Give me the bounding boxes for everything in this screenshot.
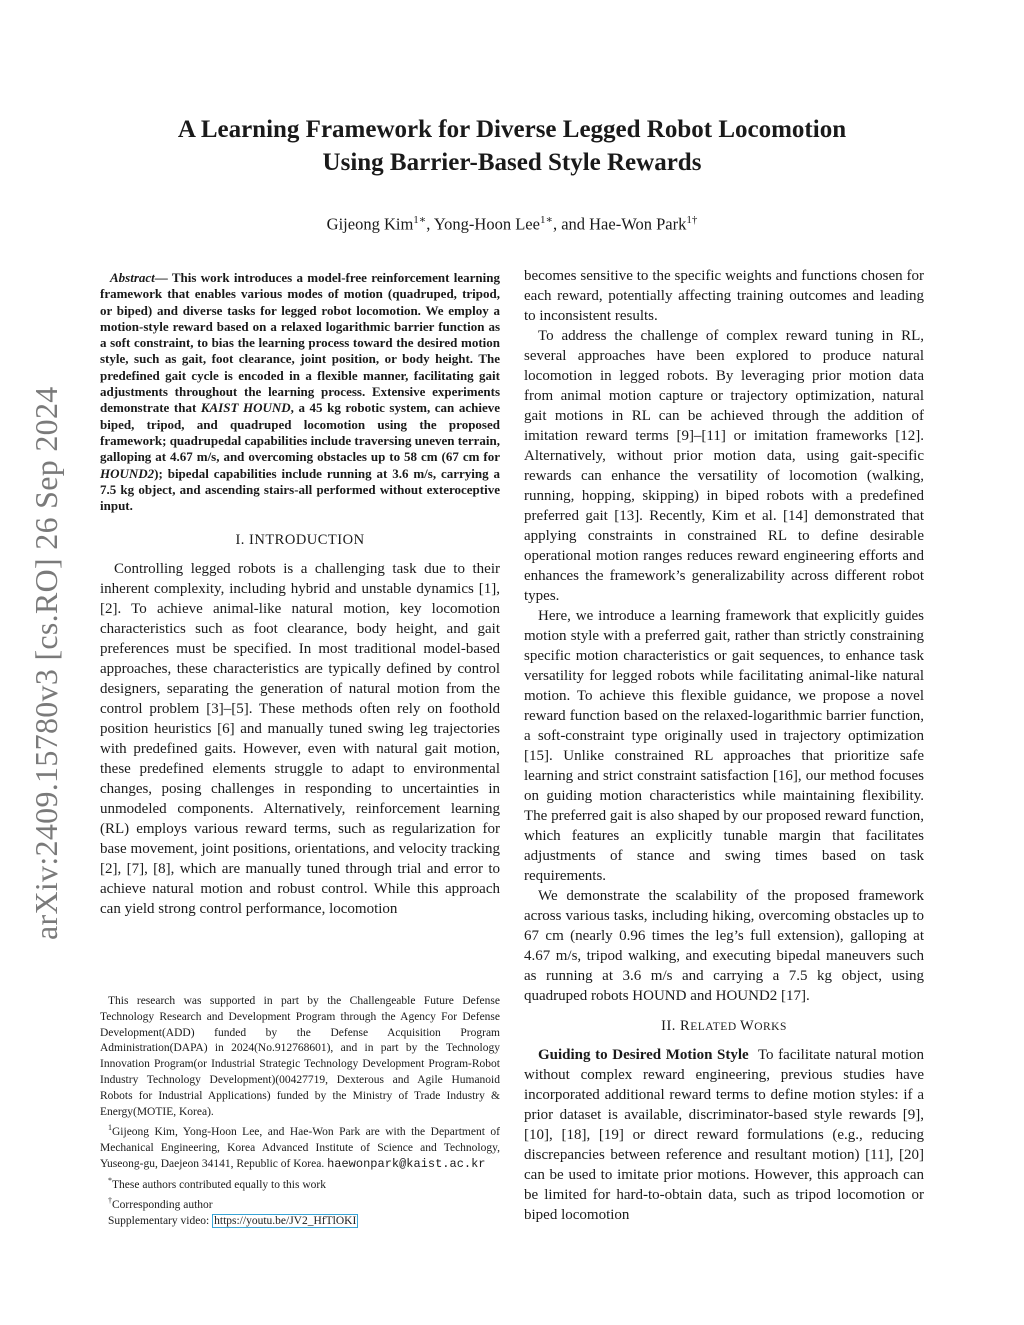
paragraph-text: To facilitate natural motion without complex reward engineering, previous studies have incorporated additional reward terms to define motion styles: if a prior dataset is available, discriminator-based style rewards [9], [10], [18], [19] or direct reward formulations (e.g., reducing discrepancies between reference and resultant motion) [11], [20] can be used to imitate prior motions. However, this approach can be limited for hard-to-obtain data, such as tripod locomotion or biped locomotion <box>524 1047 925 1223</box>
author-name: Yong-Hoon Lee <box>433 214 540 234</box>
corresponding-author-note <box>100 1193 500 1214</box>
author-separator: , and <box>552 214 590 234</box>
section-heading-introduction: I. INTRODUCTION <box>235 532 365 549</box>
body-paragraph: We demonstrate the scalability of the proposed framework across various tasks, including hiking, overcoming obstacles up to 67 cm (nearly 0.96 times the leg’s full extension), galloping at 4.67 m/s, tripod walking, and executing bipedal maneuvers such as running at 3.6 m/s and carrying a 7.5 kg object, using quadruped robots HOUND and HOUND2 [17]. <box>524 888 924 1004</box>
heading-part: ELATED <box>690 1021 741 1033</box>
body-paragraph <box>524 1045 924 1225</box>
paper-title <box>100 113 924 179</box>
abstract-text: ); bipedal capabilities include running at 3.6 m/s, carrying a 7.5 kg object, and ascending stairs-all performed without exteroceptive input. <box>100 465 500 514</box>
abstract-label: Abstract <box>110 270 155 285</box>
affiliation-text: Gijeong Kim, Yong-Hoon Lee, and Hae-Won Park are with the Department of Mechanical Engineering, Korea Advanced Institute of Science and Technology, Yuseong-gu, Daejeon 34141, Republic of Korea. <box>100 1126 500 1170</box>
supplementary-video-note <box>100 1214 500 1230</box>
author-affiliation-mark: 1† <box>686 214 698 226</box>
affiliation-note <box>100 1120 500 1172</box>
abstract <box>100 270 500 514</box>
author-affiliation-mark: 1∗ <box>413 214 427 226</box>
equal-contribution-text: These authors contributed equally to this work <box>112 1178 326 1191</box>
footnote-mark: * <box>108 1175 112 1185</box>
footnote-mark: 1 <box>108 1123 112 1133</box>
author-list <box>100 208 924 237</box>
body-paragraph: Here, we introduce a learning framework that explicitly guides motion style with a preferred gait, rather than strictly constraining specific motion characteristics or gait sequences, to enhance task versatility for legged robots while facilitating animal-like natural motion. To achieve this flexible guidance, we propose a novel reward function based on the relaxed-logarithmic barrier function, a soft-constraint type originally used in trajectory optimization [15]. Unlike constrained RL approaches that prioritize safe learning and strict constraint satisfaction [16], our method focuses on guiding motion characteristics while maintaining flexibility. The preferred gait is also shaped by our proposed reward function, which features an explicitly tunable margin that facilitates adjustments of stance and swing times based on task requirements. <box>524 608 924 884</box>
author-name: Hae-Won Park <box>589 214 687 234</box>
footnotes <box>100 994 500 1230</box>
body-paragraph-continued: becomes sensitive to the specific weights and functions chosen for each reward, potentially affecting training outcomes and leading to inconsistent results. <box>524 268 924 324</box>
corresponding-author-text: Corresponding author <box>112 1199 213 1212</box>
heading-part: II. R <box>661 1018 691 1034</box>
equal-contribution-note <box>100 1173 500 1194</box>
body-paragraph: Controlling legged robots is a challenging task due to their inherent complexity, including hybrid and unstable dynamics [1], [2]. To achieve animal-like natural motion, key locomotion characteristics such as foot clearance, body height, and gait preferences must be specified. In most traditional model-based approaches, these characteristics are typically defined by control designers, separating the generation of natural motion from the control problem [3]–[5]. These methods often rely on foothold position heuristics [6] and manually tuned swing leg trajectories with predefined gaits. However, even with natural gait motion, these predefined elements struggle to adapt to environmental changes, posing challenges in responding to uncertainties in unmodeled components. Alternatively, reinforcement learning (RL) employs various reward terms, such as regularization for base movement, joint positions, orientations, and velocity tracking [2], [7], [8], which are manually tuned through trial and error to achieve natural motion and robust control. While this approach can yield strong control performance, locomotion <box>100 561 500 918</box>
title-line-2: Using Barrier-Based Style Rewards <box>322 149 702 176</box>
abstract-text: This work introduces a model-free reinforcement learning framework that enables various modes of motion (quadruped, tripod, or biped) and diverse tasks for legged robot locomotion. We employ a motion-style reward based on a relaxed logarithmic barrier function as a soft constraint, to bias the learning process toward the desired motion style, such as gait, foot clearance, joint position, or body height. The predefined gait cycle is encoded in a flexible manner, facilitating gait adjustments throughout the learning process. Extensive experiments demonstrate that <box>100 270 500 416</box>
heading-part: W <box>740 1018 755 1034</box>
author-affiliation-mark: 1∗ <box>539 214 553 226</box>
supplementary-video-link[interactable]: https://youtu.be/JV2_HfTlOKI <box>214 1214 357 1227</box>
robot-name: KAIST HOUND <box>200 400 291 416</box>
right-column <box>524 266 924 1225</box>
video-label: Supplementary video: <box>108 1214 213 1227</box>
funding-note: This research was supported in part by the Challengeable Future Defense Technology Research and Development Program through the Agency For Defense Development(ADD) funded by the Defense Acquisition Program Administration(DAPA) in 2024(No.912768601), and in part by the Technology Innovation Program(or Industrial Strategic Technology Development Program-Robot Industry Technology Development)(00427719, Dexterous and Agile Humanoid Robots for Industrial Applications) funded by the Ministry of Trade Industry & Energy(MOTIE, Korea). <box>100 995 500 1118</box>
author-name: Gijeong Kim <box>326 214 414 234</box>
arxiv-identifier-stamp: arXiv:2409.15780v3 [cs.RO] 26 Sep 2024 <box>28 386 64 940</box>
body-paragraph: To address the challenge of complex reward tuning in RL, several approaches have been explored to produce natural locomotion in legged robots. By leveraging prior motion data from animal motion capture or trajectory optimization, natural gait motions in RL can be achieved through the addition of imitation reward terms [9]–[11] or imitation frameworks [12]. Alternatively, without prior motion data, using gait-specific rewards can enhance the versatility of locomotion (walking, running, hopping, skipping) in biped robots with a predefined preferred gait [13]. Recently, Kim et al. [14] demonstrated that applying constraints in constrained RL to define desirable operational motion ranges reduces reward engineering efforts and enhances the framework’s generalizability across different robot types. <box>524 328 924 604</box>
footnote-mark: † <box>108 1196 112 1206</box>
abstract-text: , a 45 kg robotic system, can achieve biped, tripod, and quadruped locomotion using the proposed framework; quadrupedal capabilities include traversing uneven terrain, galloping at 4.67 m/s, and overcoming obstacles up to 58 cm (67 cm for <box>100 400 500 465</box>
title-line-1: A Learning Framework for Diverse Legged Robot Locomotion <box>177 116 847 143</box>
section-heading-related-works <box>524 1018 924 1035</box>
paragraph-run-in-heading: Guiding to Desired Motion Style <box>538 1047 749 1063</box>
heading-part: ORKS <box>754 1021 787 1033</box>
left-column <box>100 266 500 919</box>
author-separator: , <box>426 214 434 234</box>
robot-name: HOUND2 <box>100 465 155 481</box>
abstract-dash: — <box>154 270 168 285</box>
contact-email: haewonpark@kaist.ac.kr <box>327 1156 486 1171</box>
